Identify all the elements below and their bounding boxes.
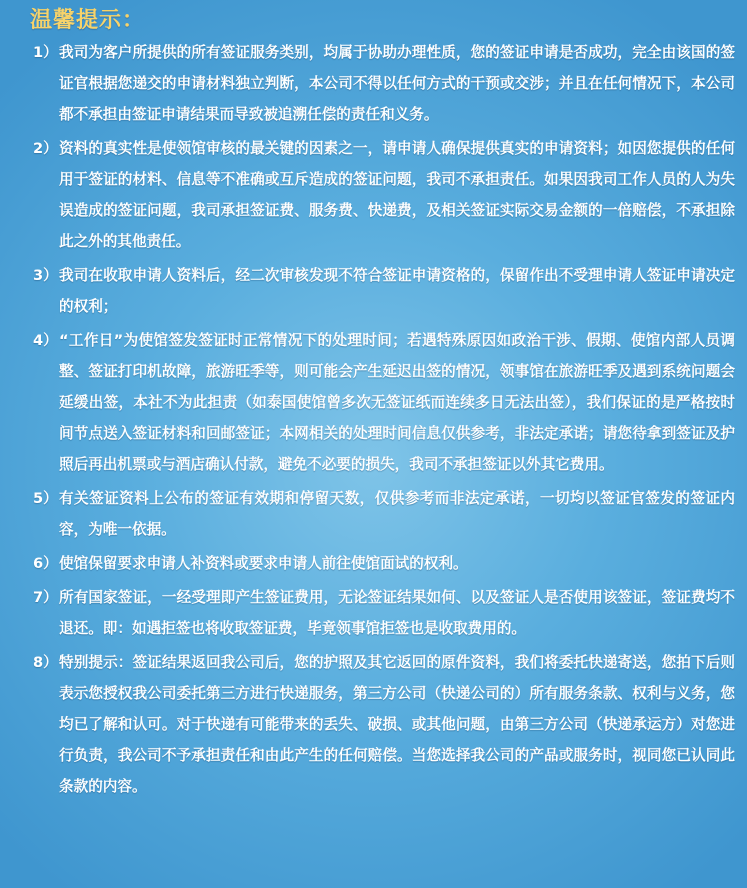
notice-item-text: “工作日”为使馆签发签证时正常情况下的处理时间；若遇特殊原因如政治干涉、假期、使馆内部人员调整、签证打印机故障，旅游旺季等，则可能会产生延迟出签的情况，领事馆在旅游旺季及遇到系统问题会延缓出签，本社不为此担责（如泰国使馆曾多次无签证纸而连续多日无法出签），我们保证的是严格按时间节点送入签证材料和回邮签证；本网相关的处理时间信息仅供参考，非法定承诺；请您待拿到签证及护照后再出机票或与酒店确认付款，避免不必要的损失，我司不承担签证以外其它费用。 (59, 332, 735, 473)
notice-item-5 (0, 483, 747, 545)
notice-item-text: 所有国家签证，一经受理即产生签证费用，无论签证结果如何、以及签证人是否使用该签证，签证费均不退还。即：如遇拒签也将收取签证费，毕竟领事馆拒签也是收取费用的。 (59, 589, 735, 637)
notice-item-number: 3） (33, 267, 58, 284)
notice-item-number: 2） (33, 140, 58, 157)
notice-item-3 (0, 260, 747, 322)
notice-item-number: 8） (33, 654, 58, 671)
notice-title: 温馨提示： (30, 8, 146, 33)
notice-item-number: 1） (33, 44, 58, 61)
notice-item-number: 4） (33, 332, 58, 349)
notice-item-text: 我司为客户所提供的所有签证服务类别，均属于协助办理性质，您的签证申请是否成功，完全由该国的签证官根据您递交的申请材料独立判断，本公司不得以任何方式的干预或交涉；并且在任何情况下，本公司都不承担由签证申请结果而导致被追溯任偿的责任和义务。 (59, 44, 735, 123)
notice-item-2 (0, 133, 747, 257)
notice-item-number: 5） (33, 490, 58, 507)
notice-item-text: 有关签证资料上公布的签证有效期和停留天数，仅供参考而非法定承诺，一切均以签证官签发的签证内容，为唯一依据。 (59, 490, 735, 538)
notice-item-number: 6） (33, 555, 58, 572)
notice-item-8 (0, 647, 747, 802)
notice-item-text: 我司在收取申请人资料后，经二次审核发现不符合签证申请资格的，保留作出不受理申请人签证申请决定的权利； (59, 267, 735, 315)
notice-item-1 (0, 37, 747, 130)
notice-item-text: 使馆保留要求申请人补资料或要求申请人前往使馆面试的权利。 (59, 555, 468, 572)
notice-item-text: 特别提示：签证结果返回我公司后，您的护照及其它返回的原件资料，我们将委托快递寄送，您拍下后则表示您授权我公司委托第三方进行快递服务，第三方公司（快递公司的）所有服务条款、权利与义务，您均已了解和认可。对于快递有可能带来的丢失、破损、或其他问题，由第三方公司（快递承运方）对您进行负责，我公司不予承担责任和由此产生的任何赔偿。当您选择我公司的产品或服务时，视同您已认同此条款的内容。 (59, 654, 735, 795)
notice-item-6 (0, 548, 747, 579)
notice-item-7 (0, 582, 747, 644)
notice-item-4 (0, 325, 747, 480)
notice-item-text: 资料的真实性是使领馆审核的最关键的因素之一，请申请人确保提供真实的申请资料；如因您提供的任何用于签证的材料、信息等不准确或互斥造成的签证问题，我司不承担责任。如果因我司工作人员的人为失误造成的签证问题，我司承担签证费、服务费、快递费，及相关签证实际交易金额的一倍赔偿，不承担除此之外的其他责任。 (59, 140, 735, 250)
notice-list (0, 37, 747, 802)
notice-item-number: 7） (33, 589, 58, 606)
